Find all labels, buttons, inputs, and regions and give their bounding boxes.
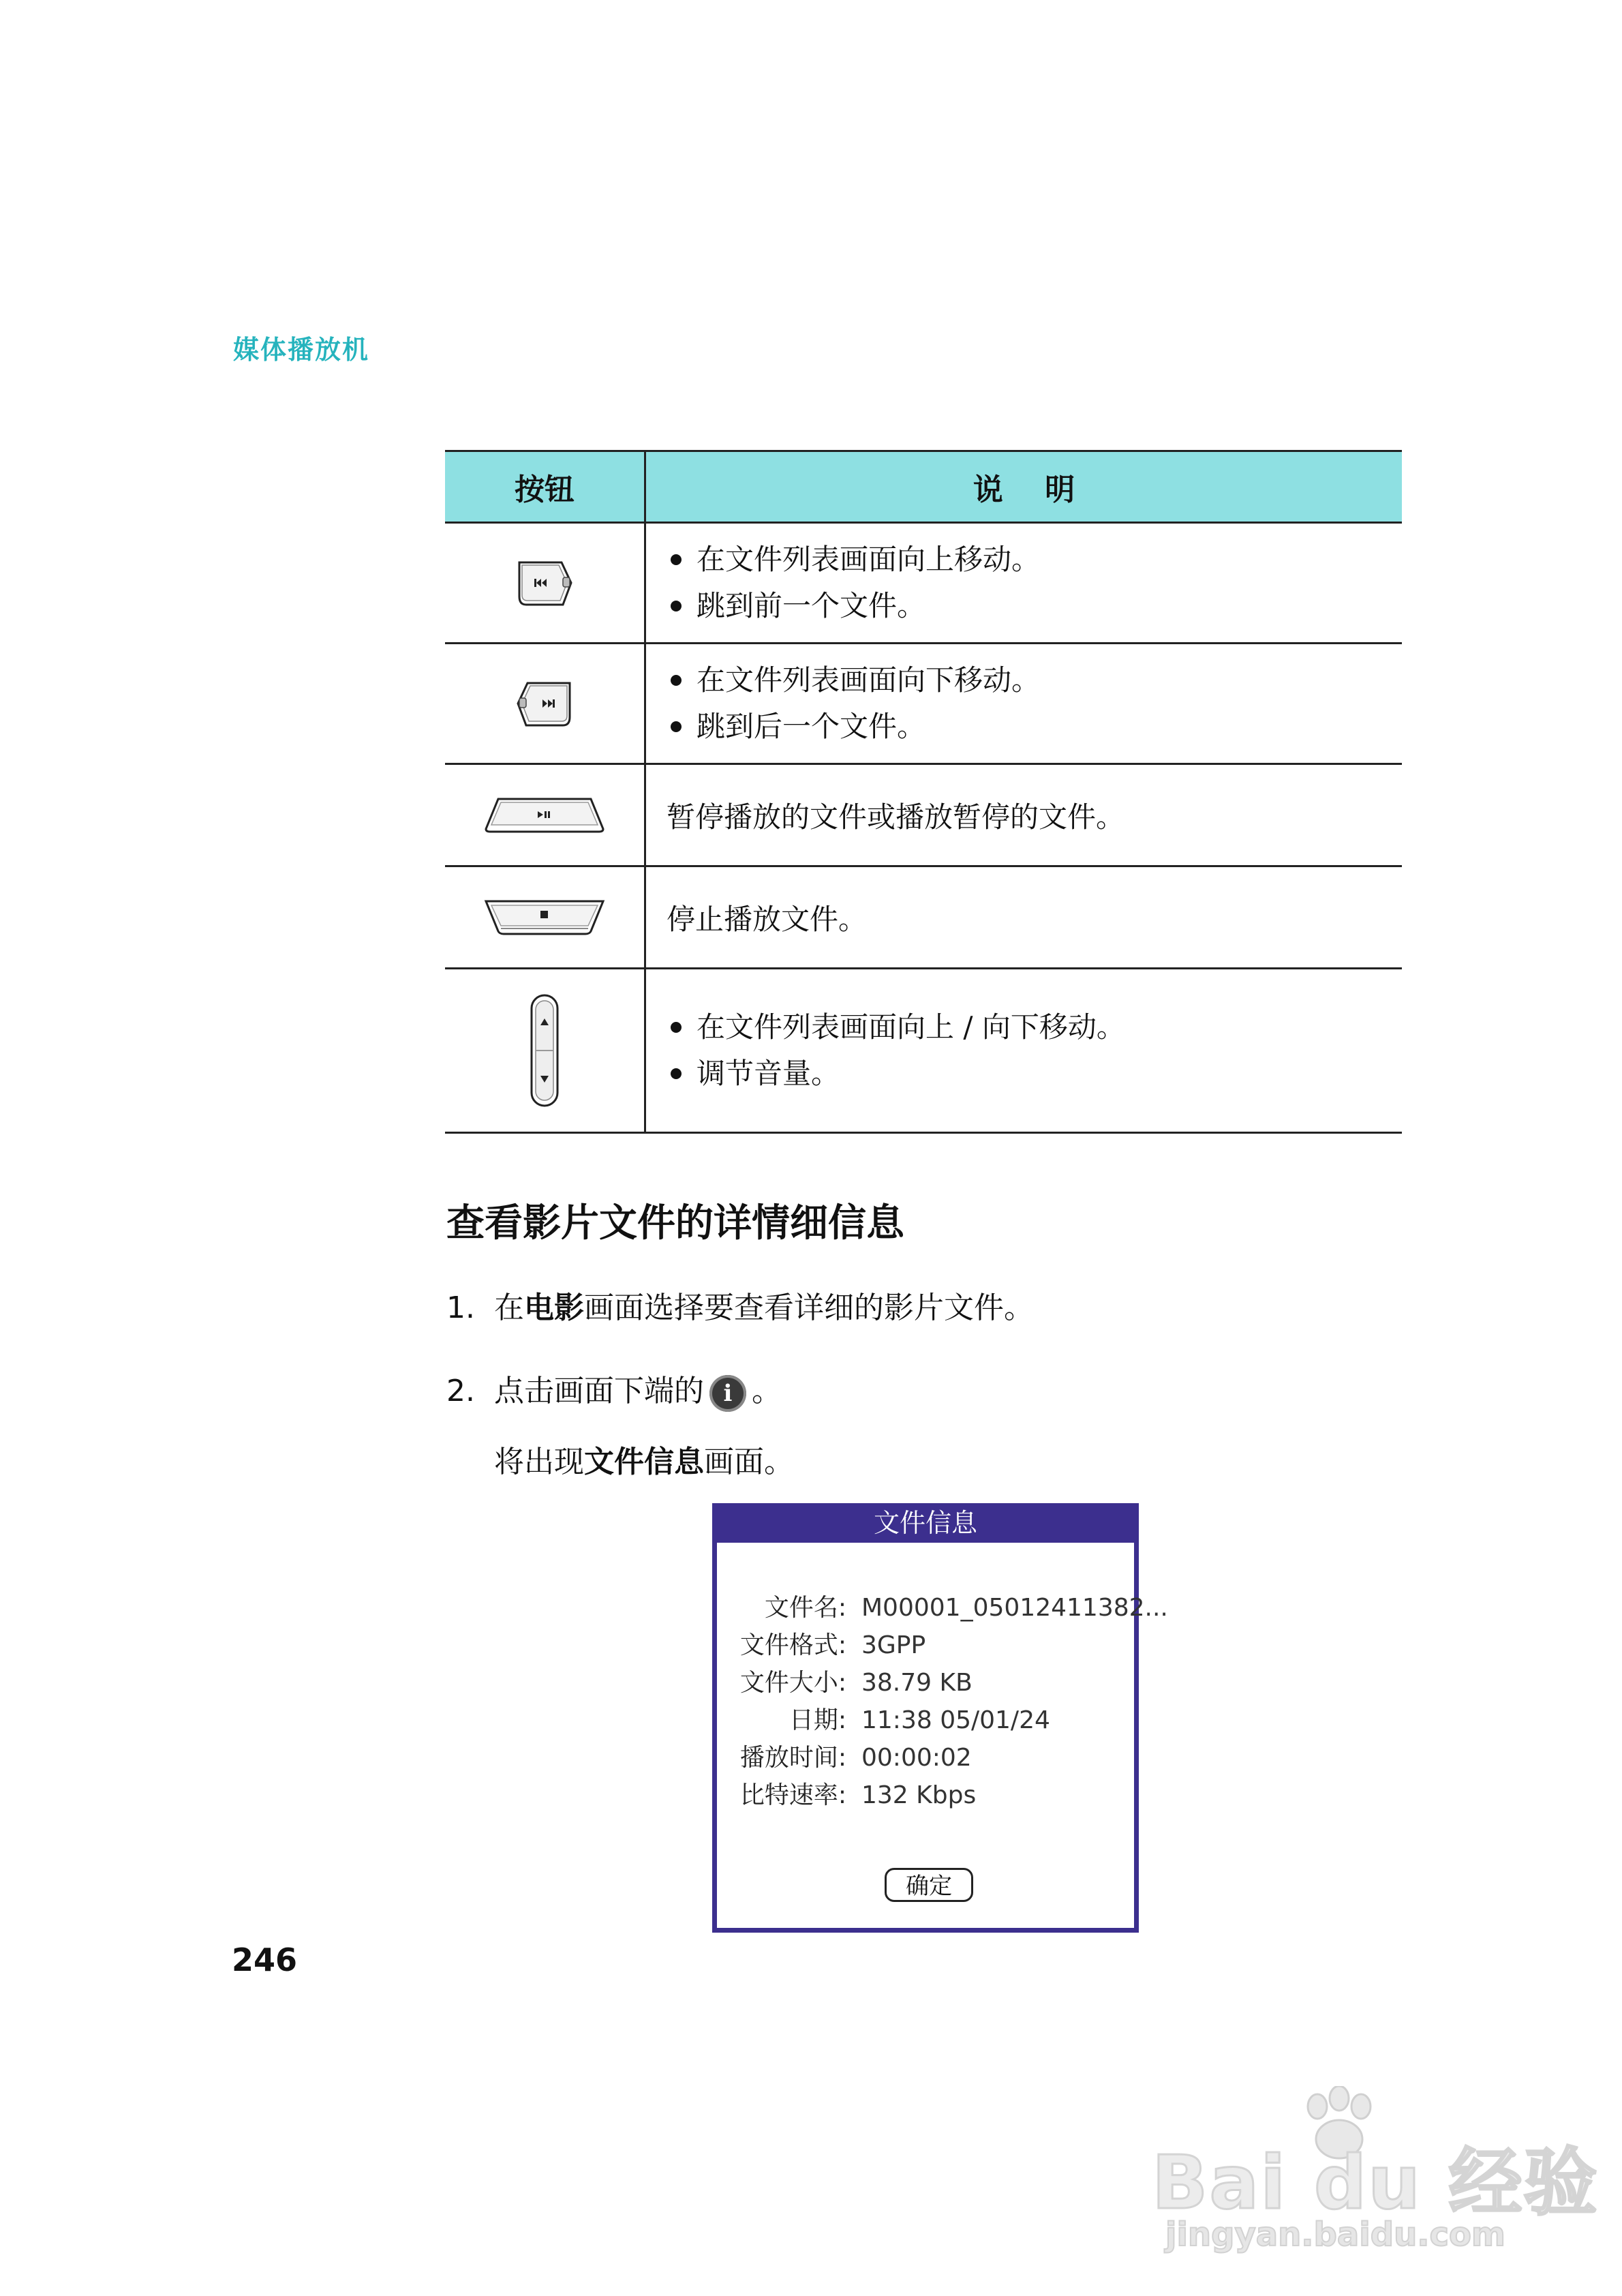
step-2: 2. 点击画面下端的 i 。 (446, 1366, 782, 1412)
table-row (445, 969, 1402, 1133)
table-header-row (445, 451, 1402, 523)
info-row (717, 1663, 1134, 1701)
ok-button[interactable]: 确定 (885, 1868, 973, 1902)
column-header-button: 按钮 (445, 451, 645, 523)
info-row (717, 1701, 1134, 1738)
info-key: 播放时间: (739, 1744, 846, 1772)
table-row (445, 866, 1402, 969)
info-row (717, 1738, 1134, 1776)
info-key: 日期: (789, 1706, 846, 1734)
info-key: 比特速率: (739, 1781, 846, 1809)
info-icon: i (709, 1375, 746, 1412)
step-number: 1. (446, 1290, 475, 1325)
row-description: 暂停播放的文件或播放暂停的文件。 (645, 764, 1403, 866)
info-key: 文件大小: (739, 1669, 846, 1697)
info-value: 38.79 KB (861, 1669, 973, 1697)
file-info-label: 文件信息 (584, 1445, 704, 1479)
list-item: 跳到前一个文件。 (667, 583, 1401, 629)
list-item: 在文件列表画面向下移动。 (667, 657, 1401, 704)
info-value: 3GPP (861, 1631, 926, 1659)
play-pause-button-icon (483, 795, 606, 836)
table-row (445, 644, 1402, 764)
info-row (717, 1626, 1134, 1663)
info-row (717, 1588, 1168, 1626)
info-value: 00:00:02 (861, 1744, 972, 1772)
list-item: 在文件列表画面向上 / 向下移动。 (667, 1004, 1401, 1051)
info-key: 文件格式: (739, 1631, 846, 1659)
movie-screen-label: 电影 (524, 1290, 584, 1325)
list-item: 调节音量。 (667, 1051, 1401, 1097)
dialog-title: 文件信息 (712, 1503, 1139, 1543)
watermark-url: jingyan.baidu.com (1165, 2216, 1505, 2254)
list-item: 在文件列表画面向上移动。 (667, 537, 1401, 583)
info-row (717, 1776, 1134, 1813)
watermark-brand: Bai du 经验 (1152, 2141, 1599, 2226)
table-row (445, 523, 1402, 644)
column-header-description: 说 明 (645, 451, 1403, 523)
section-label: 媒体播放机 (233, 335, 370, 365)
skip-forward-button-icon (514, 676, 575, 731)
page-number: 246 (232, 1942, 298, 1978)
info-value: 132 Kbps (861, 1781, 977, 1809)
file-info-list (717, 1588, 1168, 1813)
skip-back-button-icon (514, 556, 575, 610)
file-info-dialog (712, 1503, 1168, 1933)
table-row (445, 764, 1402, 866)
section-heading: 查看影片文件的详情细信息 (446, 1201, 904, 1245)
info-value: M00001_05012411382... (861, 1594, 1168, 1622)
stop-button-icon (483, 897, 606, 938)
list-item: 跳到后一个文件。 (667, 704, 1401, 750)
button-table (445, 450, 1402, 1134)
baidu-jingyan-watermark (1152, 2086, 1599, 2263)
row-description: 停止播放文件。 (645, 866, 1403, 969)
volume-rocker-icon (527, 993, 562, 1108)
step-1: 1. 在电影画面选择要查看详细的影片文件。 (446, 1290, 1034, 1325)
info-key: 文件名: (764, 1594, 846, 1622)
step-2-note: 将出现文件信息画面。 (494, 1445, 794, 1479)
info-value: 11:38 05/01/24 (861, 1706, 1050, 1734)
step-number: 2. (446, 1374, 475, 1408)
